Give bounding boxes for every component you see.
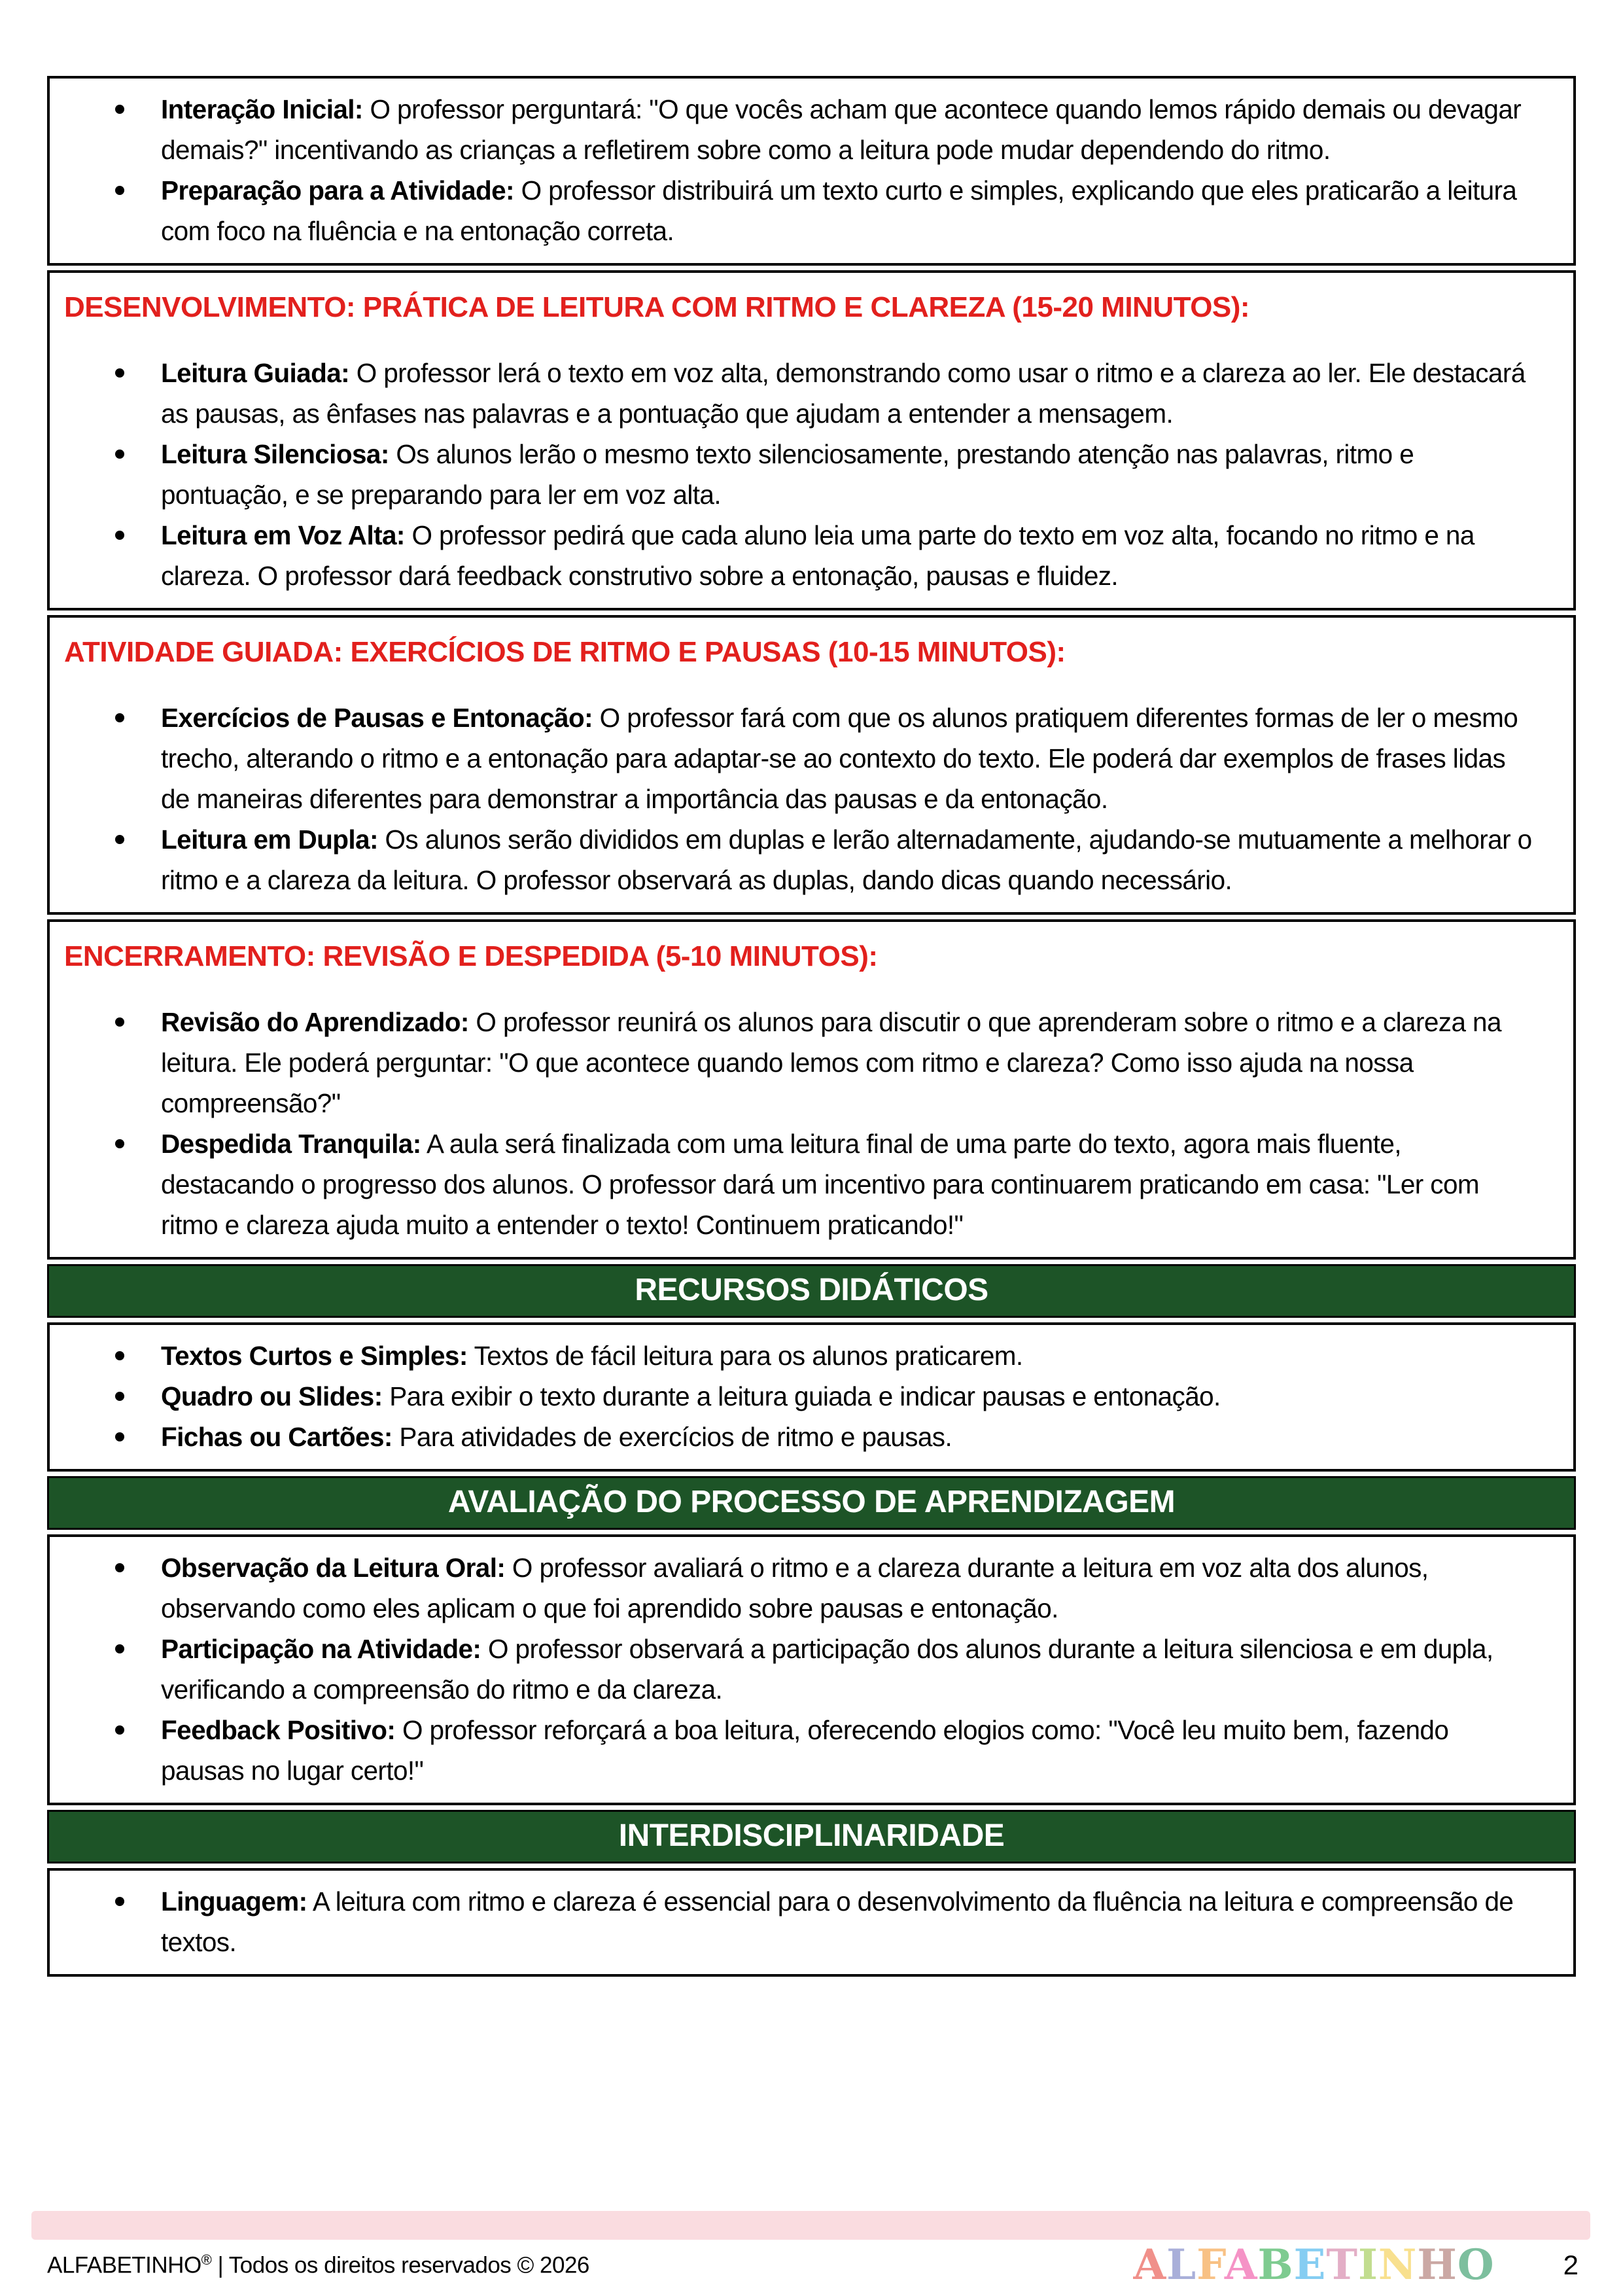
footer-rights-text: | Todos os direitos reservados © 2026: [211, 2252, 589, 2278]
bullet-label: Exercícios de Pausas e Entonação:: [161, 703, 593, 733]
bullet-list: [50, 89, 1547, 251]
alfabetinho-logo: [1133, 2240, 1495, 2289]
bullet-item: Observação da Leitura Oral: O professor avaliará o ritmo e a clareza durante a leitura em voz alta dos alunos, observando como eles aplicam o que foi aprendido sobre pausas e entonação.: [50, 1547, 1534, 1629]
bullet-label: Preparação para a Atividade:: [161, 175, 514, 205]
logo-letter: I: [1357, 2240, 1378, 2289]
section-box: [47, 919, 1576, 1260]
bullet-label: Observação da Leitura Oral:: [161, 1553, 506, 1583]
sections: [47, 76, 1576, 1977]
bullet-list: [50, 1547, 1547, 1791]
bullet-label: Leitura em Dupla:: [161, 824, 378, 855]
bullet-item: Linguagem: A leitura com ritmo e clareza é essencial para o desenvolvimento da fluência na leitura e compreensão de textos.: [50, 1881, 1534, 1962]
logo-letter: E: [1293, 2240, 1327, 2289]
section-box: [47, 1322, 1576, 1472]
logo-letter: A: [1224, 2240, 1258, 2289]
bullet-item: Preparação para a Atividade: O professor distribuirá um texto curto e simples, explicando que eles praticarão a leitura com foco na fluência e na entonação correta.: [50, 170, 1534, 251]
section-banner: [47, 1810, 1576, 1863]
bullet-label: Interação Inicial:: [161, 94, 363, 124]
section-heading: DESENVOLVIMENTO: PRÁTICA DE LEITURA COM RITMO E CLAREZA (15-20 MINUTOS):: [64, 291, 1250, 323]
bullet-item: Exercícios de Pausas e Entonação: O professor fará com que os alunos pratiquem diferentes formas de ler o mesmo trecho, alterando o ritmo e a entonação para adaptar-se ao contexto do texto. Ele poderá dar exemplos de frases lidas de maneiras diferentes para demonstrar a importância das pausas e da entonação.: [50, 698, 1534, 819]
bullet-label: Quadro ou Slides:: [161, 1381, 383, 1411]
bullet-label: Participação na Atividade:: [161, 1634, 481, 1664]
section-banner: [47, 1476, 1576, 1530]
section-box: [47, 1868, 1576, 1977]
section-box: [47, 76, 1576, 266]
logo-letter: N: [1378, 2240, 1418, 2289]
bullet-list: [50, 353, 1547, 596]
bullet-label: Leitura Guiada:: [161, 358, 350, 388]
bullet-list: [50, 1335, 1547, 1457]
bullet-label: Textos Curtos e Simples:: [161, 1341, 468, 1371]
bullet-label: Leitura em Voz Alta:: [161, 520, 405, 550]
bullet-item: Participação na Atividade: O professor observará a participação dos alunos durante a leitura silenciosa e em dupla, verificando a compreensão do ritmo e da clareza.: [50, 1629, 1534, 1710]
section-box: [47, 270, 1576, 610]
bullet-item: Leitura em Voz Alta: O professor pedirá que cada aluno leia uma parte do texto em voz alta, focando no ritmo e na clareza. O professor dará feedback construtivo sobre a entonação, pausas e fluidez.: [50, 515, 1534, 596]
page-number: 2: [1563, 2250, 1579, 2280]
bullet-label: Feedback Positivo:: [161, 1715, 396, 1745]
bullet-item: Despedida Tranquila: A aula será finalizada com uma leitura final de uma parte do texto, agora mais fluente, destacando o progresso dos alunos. O professor dará um incentivo para continuarem praticando em casa: "Ler com ritmo e clareza ajuda muito a entender o texto! Continuem praticando!": [50, 1123, 1534, 1245]
bullet-label: Fichas ou Cartões:: [161, 1422, 393, 1452]
registered-mark: ®: [201, 2252, 212, 2269]
bullet-label: Despedida Tranquila:: [161, 1129, 421, 1159]
footer: [47, 2240, 1579, 2289]
bullet-item: Fichas ou Cartões: Para atividades de exercícios de ritmo e pausas.: [50, 1417, 1534, 1457]
section-heading: ENCERRAMENTO: REVISÃO E DESPEDIDA (5-10 MINUTOS):: [64, 940, 878, 972]
logo-letter: A: [1133, 2240, 1167, 2289]
bullet-list: [50, 1002, 1547, 1245]
footer-brand: ALFABETINHO: [47, 2252, 201, 2278]
section-heading: ATIVIDADE GUIADA: EXERCÍCIOS DE RITMO E PAUSAS (10-15 MINUTOS):: [64, 636, 1066, 668]
bullet-item: Revisão do Aprendizado: O professor reunirá os alunos para discutir o que aprenderam sobre o ritmo e a clareza na leitura. Ele poderá perguntar: "O que acontece quando lemos com ritmo e clareza? Como isso ajuda na nossa compreensão?": [50, 1002, 1534, 1123]
bullet-item: Leitura Silenciosa: Os alunos lerão o mesmo texto silenciosamente, prestando atenção nas palavras, ritmo e pontuação, e se preparando para ler em voz alta.: [50, 434, 1534, 515]
logo-letter: H: [1417, 2240, 1457, 2289]
logo-letter: L: [1166, 2240, 1197, 2289]
bullet-item: Textos Curtos e Simples: Textos de fácil leitura para os alunos praticarem.: [50, 1335, 1534, 1376]
section-banner: [47, 1264, 1576, 1318]
bullet-label: Revisão do Aprendizado:: [161, 1007, 469, 1037]
bullet-label: Linguagem:: [161, 1886, 307, 1916]
bullet-list: [50, 1881, 1547, 1962]
bullet-item: Leitura em Dupla: Os alunos serão divididos em duplas e lerão alternadamente, ajudando-se mutuamente a melhorar o ritmo e a clareza da leitura. O professor observará as duplas, dando dicas quando necessário.: [50, 819, 1534, 900]
logo-letter: O: [1457, 2240, 1495, 2289]
bullet-item: Feedback Positivo: O professor reforçará a boa leitura, oferecendo elogios como: "Você leu muito bem, fazendo pausas no lugar certo!": [50, 1710, 1534, 1791]
bullet-label: Leitura Silenciosa:: [161, 439, 389, 469]
logo-letter: B: [1257, 2240, 1294, 2289]
bullet-item: Quadro ou Slides: Para exibir o texto durante a leitura guiada e indicar pausas e entonação.: [50, 1376, 1534, 1417]
logo-letter: F: [1196, 2240, 1225, 2289]
footer-copyright: [47, 2252, 1133, 2279]
section-box: [47, 1534, 1576, 1805]
bullet-item: Leitura Guiada: O professor lerá o texto em voz alta, demonstrando como usar o ritmo e a clareza ao ler. Ele destacará as pausas, as ênfases nas palavras e a pontuação que ajudam a entender a mensagem.: [50, 353, 1534, 434]
section-banner-title: INTERDISCIPLINARIDADE: [618, 1818, 1005, 1853]
bullet-list: [50, 698, 1547, 900]
bullet-item: Interação Inicial: O professor perguntará: "O que vocês acham que acontece quando lemos rápido demais ou devagar demais?" incentivando as crianças a refletirem sobre como a leitura pode mudar dependendo do ritmo.: [50, 89, 1534, 170]
section-banner-title: RECURSOS DIDÁTICOS: [635, 1273, 988, 1307]
footer-accent-strip: [31, 2211, 1590, 2240]
logo-letter: T: [1326, 2240, 1358, 2289]
section-box: [47, 615, 1576, 915]
section-banner-title: AVALIAÇÃO DO PROCESSO DE APRENDIZAGEM: [447, 1485, 1176, 1519]
